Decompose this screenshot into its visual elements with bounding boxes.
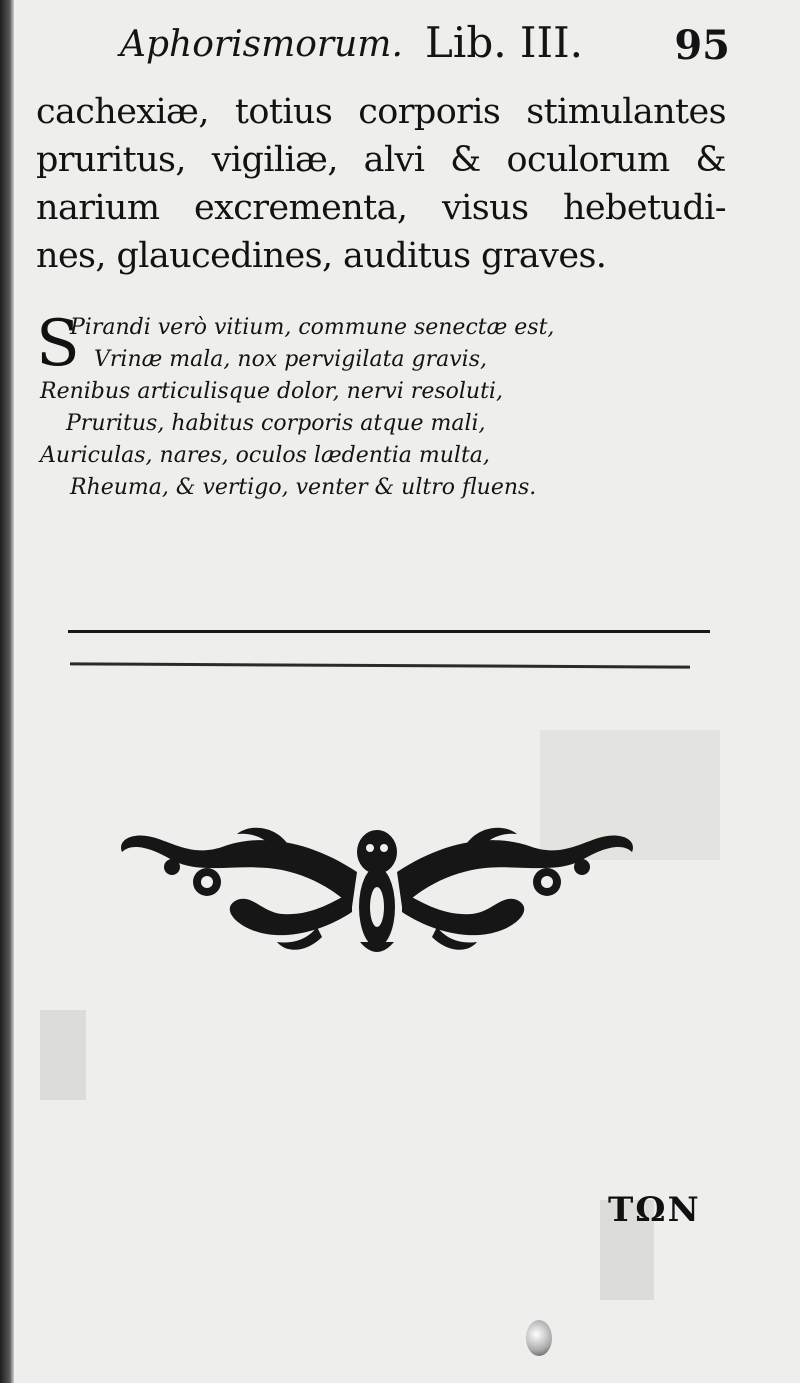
page-gutter-shadow [0,0,14,1383]
verse-line: Pirandi verò vitium, commune senectæ est, [70,315,555,340]
verse-line: Rheuma, & vertigo, venter & ultro fluens. [70,475,537,500]
verse-line: Auriculas, nares, oculos lædentia multa, [40,443,490,468]
bleed-through-initial-1 [40,1010,86,1100]
horizontal-rule-top [68,630,710,633]
horizontal-rule-bottom [70,662,690,668]
paper-blemish [526,1320,552,1356]
prose-line: cachexiæ, totius corporis stimulantes [36,92,726,132]
catchword: TΩN [608,1190,701,1230]
running-head-book: Lib. III. [425,18,584,67]
prose-line: nes, glaucedines, auditus graves. [36,236,607,276]
verse-line: Renibus articulisque dolor, nervi resoluti, [40,379,503,404]
decorative-ornament [112,812,642,962]
prose-paragraph [36,88,726,280]
prose-line: pruritus, vigiliæ, alvi & oculorum & [36,140,726,180]
verse-line: Vrinæ mala, nox pervigilata gravis, [94,347,487,372]
drop-cap: S [36,307,80,381]
running-head [120,18,730,78]
prose-line: narium excrementa, visus hebetudi- [36,188,726,228]
verse-line: Pruritus, habitus corporis atque mali, [66,411,486,436]
running-head-title: Aphorismorum. [120,24,403,65]
page-number: 95 [674,22,730,69]
